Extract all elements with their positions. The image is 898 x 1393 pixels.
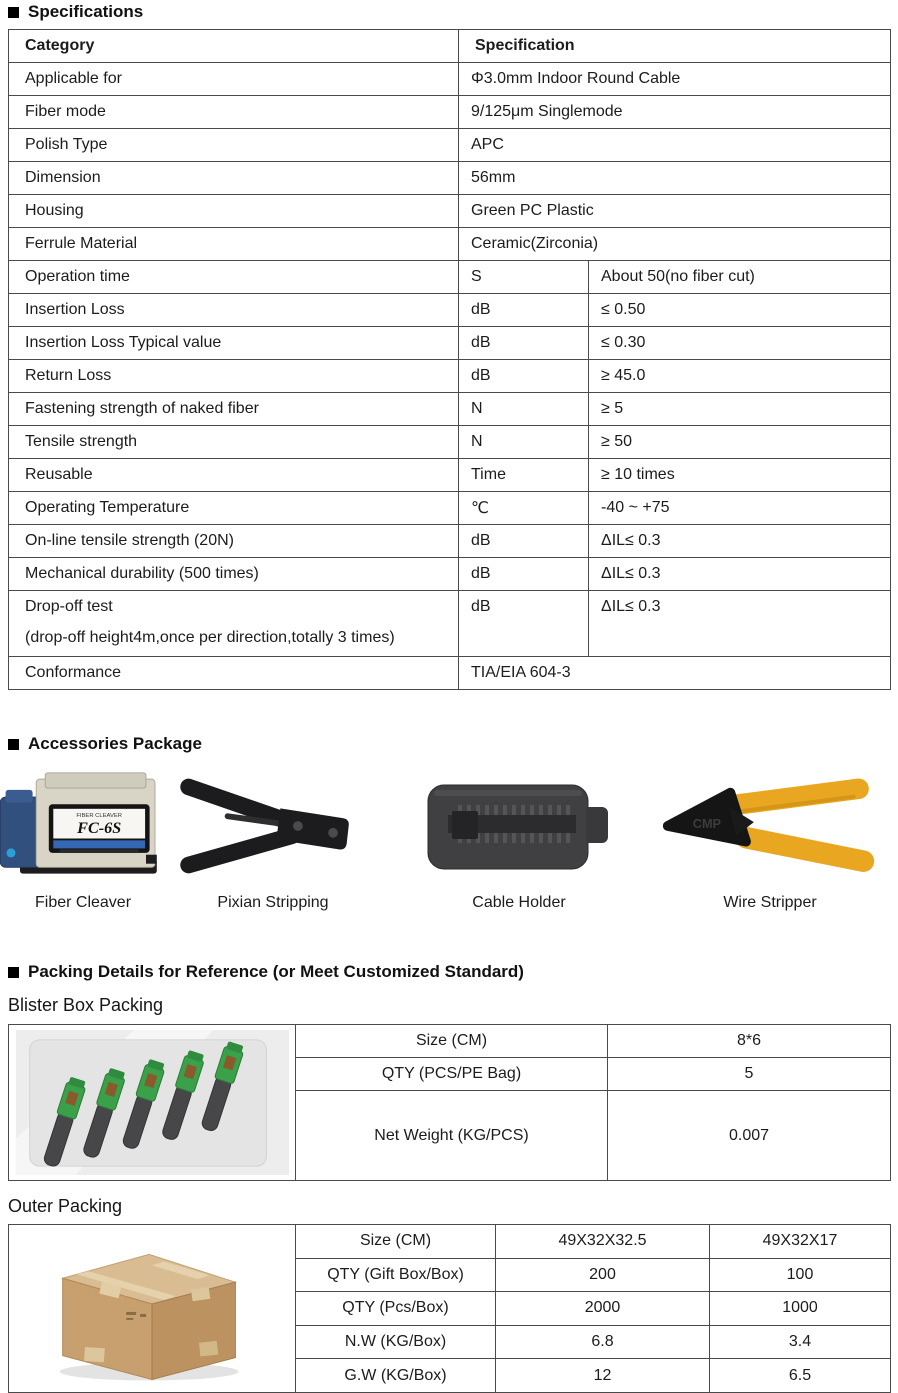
spec-row — [9, 492, 891, 525]
spec-row — [9, 525, 891, 558]
spec-category-cell: Dimension — [9, 162, 459, 195]
spec-unit-cell: dB — [459, 591, 589, 657]
spec-row — [9, 228, 891, 261]
outer-value-cell: 49X32X32.5 — [496, 1225, 710, 1259]
blister-value-cell: 0.007 — [608, 1091, 891, 1181]
spec-value-cell: ΔIL≤ 0.3 — [589, 525, 891, 558]
spec-row — [9, 459, 891, 492]
spec-row — [9, 558, 891, 591]
accessory-item-cable-holder — [388, 766, 650, 912]
spec-header-row — [9, 30, 891, 63]
drop-off-test-note: (drop-off height4m,once per direction,totally 3 times) — [25, 629, 395, 646]
spec-category-cell: Operation time — [9, 261, 459, 294]
spec-value-cell: ≥ 45.0 — [589, 360, 891, 393]
blister-label-cell: Size (CM) — [296, 1025, 608, 1058]
outer-value-cell: 2000 — [496, 1292, 710, 1326]
spec-category-cell: Tensile strength — [9, 426, 459, 459]
spec-unit-cell: Time — [459, 459, 589, 492]
spec-category-cell: Insertion Loss — [9, 294, 459, 327]
outer-label-cell: N.W (KG/Box) — [296, 1325, 496, 1359]
spec-category-cell: Ferrule Material — [9, 228, 459, 261]
specifications-heading — [8, 2, 890, 22]
spec-value-cell: 56mm — [459, 162, 891, 195]
spec-category-cell: Reusable — [9, 459, 459, 492]
packing-heading-label: Packing Details for Reference (or Meet Customized Standard) — [28, 962, 524, 981]
spec-category-cell: Conformance — [9, 657, 459, 690]
spec-row — [9, 294, 891, 327]
spec-category-cell: Mechanical durability (500 times) — [9, 558, 459, 591]
spec-value-cell: Ceramic(Zirconia) — [459, 228, 891, 261]
spec-row — [9, 195, 891, 228]
square-bullet-icon — [8, 739, 19, 750]
spec-value-cell: -40 ~ +75 — [589, 492, 891, 525]
spec-row — [9, 63, 891, 96]
spec-category-cell: Fiber mode — [9, 96, 459, 129]
spec-value-cell: APC — [459, 129, 891, 162]
wire-stripper-image — [658, 766, 883, 884]
spec-row — [9, 162, 891, 195]
blister-value-cell: 8*6 — [608, 1025, 891, 1058]
spec-value-cell: ΔIL≤ 0.3 — [589, 558, 891, 591]
accessory-item-wire-stripper — [650, 766, 890, 912]
spec-category-cell: Applicable for — [9, 63, 459, 96]
spec-value-cell: TIA/EIA 604-3 — [459, 657, 891, 690]
spec-row — [9, 657, 891, 690]
spec-unit-cell: N — [459, 393, 589, 426]
pixian-stripping-image — [171, 766, 376, 884]
blister-label-cell: Net Weight (KG/PCS) — [296, 1091, 608, 1181]
spec-category-cell — [9, 591, 459, 657]
drop-off-test-label: Drop-off test — [25, 598, 113, 615]
square-bullet-icon — [8, 7, 19, 18]
spec-unit-cell: dB — [459, 327, 589, 360]
spec-unit-cell: ℃ — [459, 492, 589, 525]
blister-packing-title: Blister Box Packing — [8, 995, 164, 1015]
spec-category-cell: Operating Temperature — [9, 492, 459, 525]
spec-row — [9, 360, 891, 393]
spec-value-cell: ≥ 5 — [589, 393, 891, 426]
spec-row — [9, 129, 891, 162]
spec-value-cell: Green PC Plastic — [459, 195, 891, 228]
spec-category-cell: Return Loss — [9, 360, 459, 393]
stripper-marking-text: CMP — [692, 815, 721, 831]
outer-value-cell: 12 — [496, 1359, 710, 1393]
spec-row — [9, 261, 891, 294]
blister-packing-table — [8, 1024, 891, 1181]
accessory-caption: Fiber Cleaver — [34, 894, 132, 911]
carton-box-image — [15, 1230, 290, 1387]
outer-label-cell: QTY (Pcs/Box) — [296, 1292, 496, 1326]
spec-category-cell: Insertion Loss Typical value — [9, 327, 459, 360]
outer-packing-table — [8, 1224, 891, 1393]
cable-holder-image — [424, 769, 614, 881]
spec-unit-cell: N — [459, 426, 589, 459]
specifications-table — [8, 29, 891, 690]
outer-value-cell: 3.4 — [710, 1325, 891, 1359]
packing-heading — [8, 962, 890, 982]
accessories-heading — [8, 734, 890, 754]
outer-label-cell: QTY (Gift Box/Box) — [296, 1258, 496, 1292]
cleaver-model-text: FC-6S — [77, 819, 122, 838]
blister-value-cell: 5 — [608, 1058, 891, 1091]
spec-value-cell: ≥ 50 — [589, 426, 891, 459]
spec-unit-cell: dB — [459, 294, 589, 327]
outer-value-cell: 49X32X17 — [710, 1225, 891, 1259]
outer-value-cell: 200 — [496, 1258, 710, 1292]
accessories-strip — [8, 766, 890, 912]
spec-value-cell: ≤ 0.30 — [589, 327, 891, 360]
spec-value-cell: About 50(no fiber cut) — [589, 261, 891, 294]
accessories-heading-label: Accessories Package — [28, 734, 202, 753]
spec-unit-cell: dB — [459, 360, 589, 393]
spec-category-cell: Housing — [9, 195, 459, 228]
fiber-cleaver-image — [0, 766, 173, 884]
outer-label-cell: G.W (KG/Box) — [296, 1359, 496, 1393]
blister-photo-cell — [9, 1025, 296, 1181]
spec-row — [9, 393, 891, 426]
accessory-caption: Pixian Stripping — [217, 894, 329, 911]
square-bullet-icon — [8, 967, 19, 978]
outer-value-cell: 100 — [710, 1258, 891, 1292]
spec-header-category: Category — [9, 30, 459, 63]
spec-unit-cell: dB — [459, 525, 589, 558]
spec-value-cell: ΔIL≤ 0.3 — [589, 591, 891, 657]
outer-row — [9, 1225, 891, 1259]
spec-value-cell: ≥ 10 times — [589, 459, 891, 492]
spec-header-specification: Specification — [459, 30, 891, 63]
outer-photo-cell — [9, 1225, 296, 1393]
accessory-item-pixian-stripping — [158, 766, 388, 912]
outer-value-cell: 6.8 — [496, 1325, 710, 1359]
spec-category-cell: On-line tensile strength (20N) — [9, 525, 459, 558]
spec-row — [9, 96, 891, 129]
specifications-heading-label: Specifications — [28, 2, 144, 21]
spec-value-cell: 9/125μm Singlemode — [459, 96, 891, 129]
spec-row — [9, 426, 891, 459]
outer-packing-title: Outer Packing — [8, 1196, 123, 1216]
accessory-caption: Wire Stripper — [723, 894, 817, 911]
spec-category-cell: Polish Type — [9, 129, 459, 162]
spec-unit-cell: S — [459, 261, 589, 294]
spec-value-cell: ≤ 0.50 — [589, 294, 891, 327]
cleaver-label-top-text: FIBER CLEAVER — [76, 812, 123, 819]
spec-unit-cell: dB — [459, 558, 589, 591]
outer-value-cell: 1000 — [710, 1292, 891, 1326]
blister-label-cell: QTY (PCS/PE Bag) — [296, 1058, 608, 1091]
spec-row — [9, 327, 891, 360]
blister-pack-image — [15, 1030, 290, 1175]
outer-label-cell: Size (CM) — [296, 1225, 496, 1259]
accessory-caption: Cable Holder — [472, 894, 566, 911]
spec-row-drop-off — [9, 591, 891, 657]
spec-value-cell: Φ3.0mm Indoor Round Cable — [459, 63, 891, 96]
outer-value-cell: 6.5 — [710, 1359, 891, 1393]
spec-category-cell: Fastening strength of naked fiber — [9, 393, 459, 426]
accessory-item-fiber-cleaver — [8, 766, 158, 912]
blister-row — [9, 1025, 891, 1058]
